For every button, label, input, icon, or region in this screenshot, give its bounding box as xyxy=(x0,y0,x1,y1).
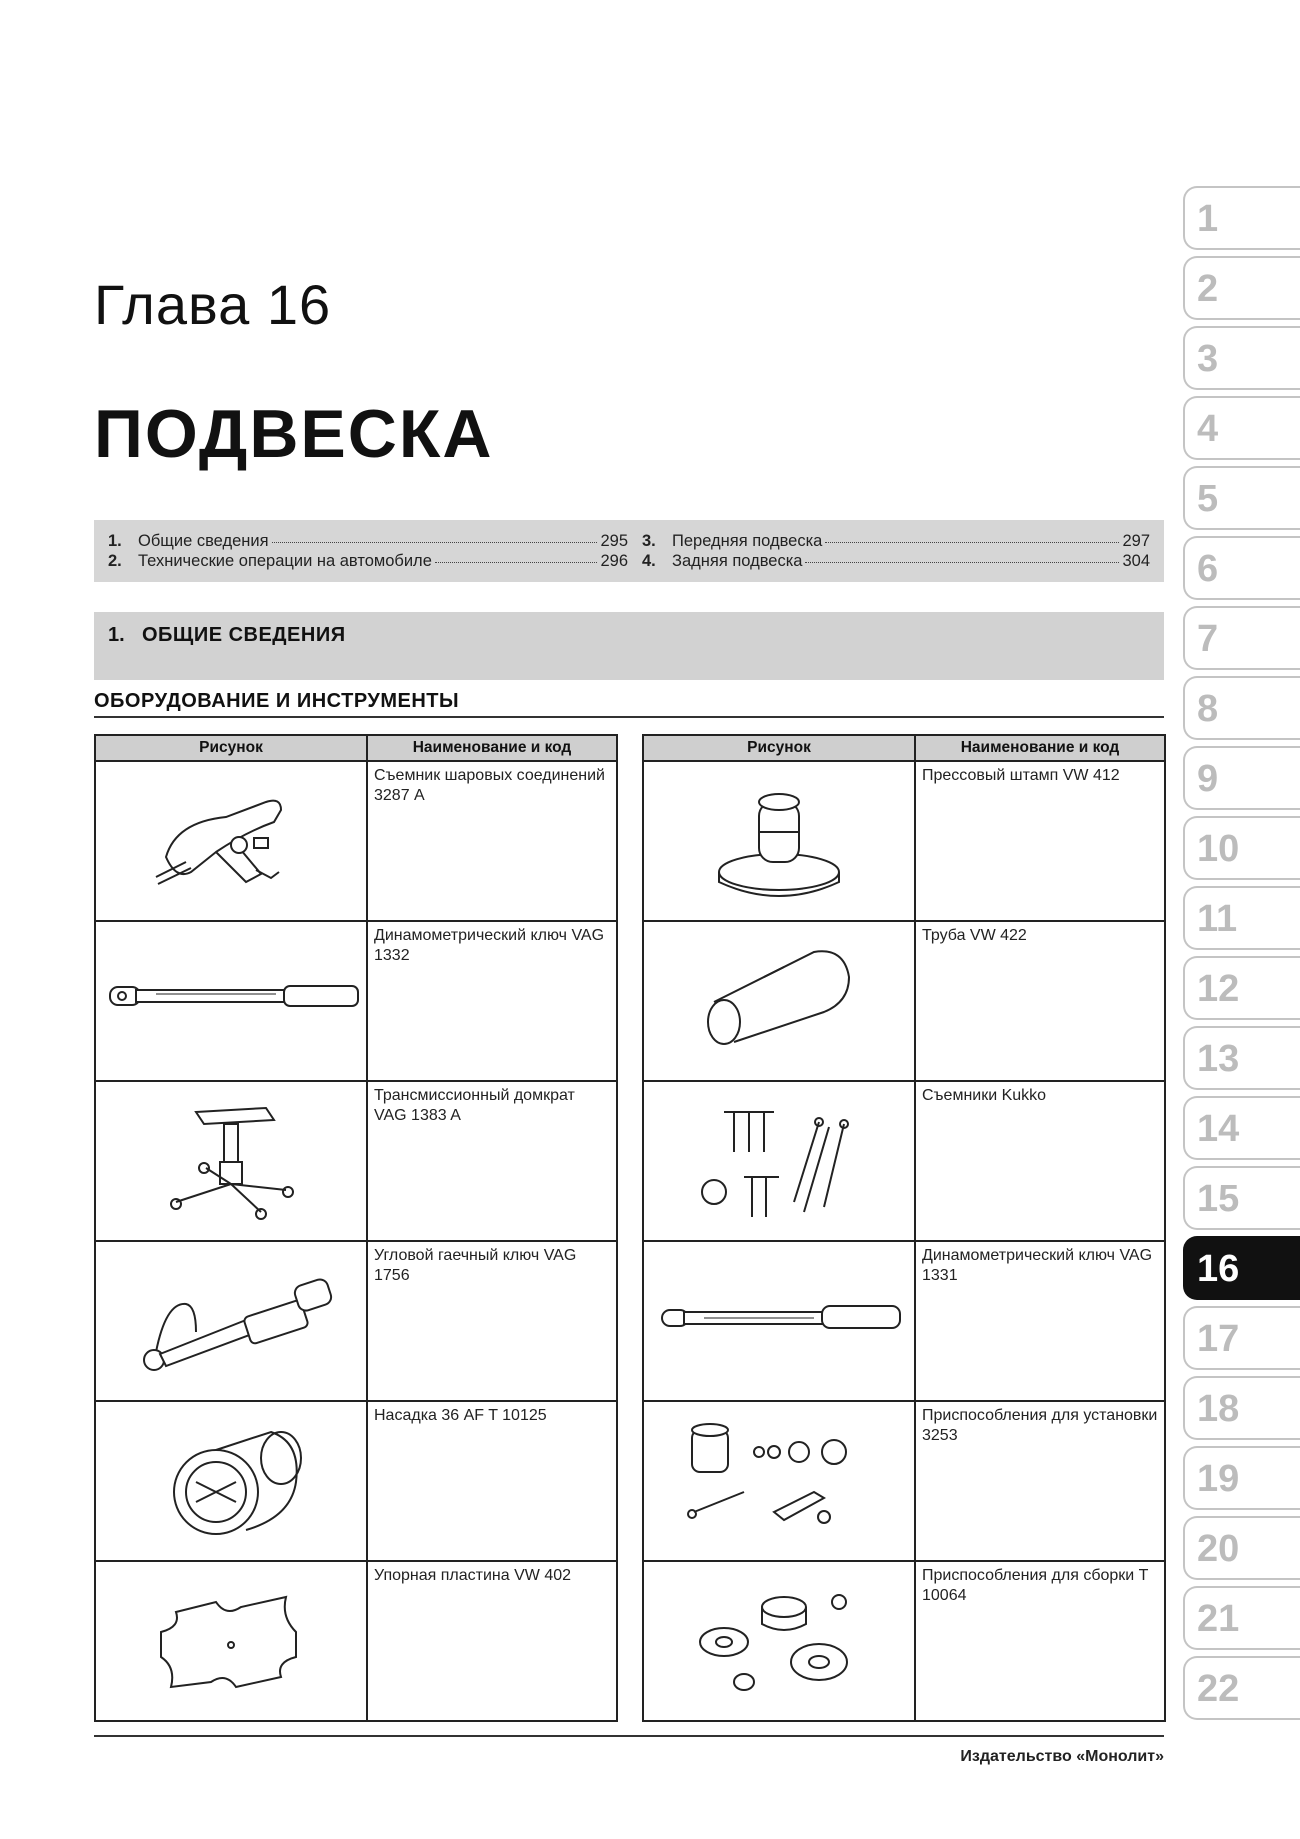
tool-picture xyxy=(95,921,367,1081)
column-header-name: Наименование и код xyxy=(915,735,1165,761)
pipe-icon xyxy=(644,922,914,1072)
toc-item[interactable] xyxy=(642,532,1150,551)
divider xyxy=(94,716,1164,718)
tab-label: 10 xyxy=(1197,828,1240,870)
tool-name: Труба VW 422 xyxy=(915,921,1165,1081)
table-row xyxy=(643,1561,1165,1721)
subheading: ОБОРУДОВАНИЕ И ИНСТРУМЕНТЫ xyxy=(94,690,460,712)
tool-picture xyxy=(95,761,367,921)
tool-picture xyxy=(95,1081,367,1241)
tab-label: 1 xyxy=(1197,198,1219,240)
tab-chapter-18[interactable] xyxy=(1183,1376,1300,1440)
tab-label: 6 xyxy=(1197,548,1219,590)
tab-label: 8 xyxy=(1197,688,1219,730)
tab-chapter-12[interactable] xyxy=(1183,956,1300,1020)
section-title: ОБЩИЕ СВЕДЕНИЯ xyxy=(142,624,346,646)
toc-item[interactable] xyxy=(642,552,1150,571)
table-row xyxy=(95,921,617,1081)
transmission-jack-icon xyxy=(96,1082,366,1232)
tab-label: 15 xyxy=(1197,1178,1240,1220)
section-header xyxy=(94,612,1164,680)
toc-item-number: 3. xyxy=(642,532,656,550)
press-die-icon xyxy=(644,762,914,912)
tab-chapter-10[interactable] xyxy=(1183,816,1300,880)
tab-chapter-11[interactable] xyxy=(1183,886,1300,950)
tab-label: 3 xyxy=(1197,338,1219,380)
toc-leader xyxy=(435,562,598,563)
toc-item-number: 2. xyxy=(108,552,122,570)
tools-table-left xyxy=(94,734,618,1722)
toc-item-title: Технические операции на автомобиле xyxy=(138,552,432,570)
tab-chapter-6[interactable] xyxy=(1183,536,1300,600)
tab-chapter-8[interactable] xyxy=(1183,676,1300,740)
tab-label: 11 xyxy=(1197,898,1238,940)
tool-picture xyxy=(95,1241,367,1401)
chapter-title: ПОДВЕСКА xyxy=(94,396,494,472)
tab-label: 2 xyxy=(1197,268,1219,310)
tab-label: 16 xyxy=(1197,1248,1240,1290)
chapter-label: Глава 16 xyxy=(94,273,332,336)
tool-name: Трансмиссионный домкрат VAG 1383 A xyxy=(367,1081,617,1241)
tab-label: 20 xyxy=(1197,1528,1240,1570)
toc-leader xyxy=(272,542,598,543)
section-number: 1. xyxy=(108,624,125,646)
tab-chapter-5[interactable] xyxy=(1183,466,1300,530)
toc-leader xyxy=(805,562,1119,563)
publisher: Издательство «Монолит» xyxy=(960,1748,1164,1765)
tool-picture xyxy=(643,1561,915,1721)
tools-table-right xyxy=(642,734,1166,1722)
table-of-contents xyxy=(94,520,1164,582)
table-row xyxy=(643,921,1165,1081)
tab-chapter-21[interactable] xyxy=(1183,1586,1300,1650)
tool-name: Динамометрический ключ VAG 1332 xyxy=(367,921,617,1081)
table-row xyxy=(95,1241,617,1401)
footer-divider xyxy=(94,1735,1164,1737)
toc-item-page: 304 xyxy=(1122,552,1150,570)
toc-item-number: 4. xyxy=(642,552,656,570)
angle-wrench-icon xyxy=(96,1242,366,1392)
tab-label: 9 xyxy=(1197,758,1219,800)
install-tools-icon xyxy=(644,1402,914,1552)
tab-label: 13 xyxy=(1197,1038,1240,1080)
tool-picture xyxy=(643,1241,915,1401)
column-header-picture: Рисунок xyxy=(95,735,367,761)
tab-chapter-15[interactable] xyxy=(1183,1166,1300,1230)
tab-chapter-17[interactable] xyxy=(1183,1306,1300,1370)
toc-item-title: Задняя подвеска xyxy=(672,552,803,570)
tool-picture xyxy=(643,921,915,1081)
table-row xyxy=(95,761,617,921)
socket-icon xyxy=(96,1402,366,1552)
toc-item-page: 297 xyxy=(1122,532,1150,550)
toc-item[interactable] xyxy=(108,552,628,571)
tab-label: 7 xyxy=(1197,618,1219,660)
tab-label: 12 xyxy=(1197,968,1240,1010)
tab-chapter-16[interactable] xyxy=(1183,1236,1300,1300)
tab-chapter-7[interactable] xyxy=(1183,606,1300,670)
ball-joint-puller-icon xyxy=(96,762,366,912)
table-row xyxy=(95,1081,617,1241)
toc-item-page: 296 xyxy=(600,552,628,570)
kukko-pullers-icon xyxy=(644,1082,914,1232)
tool-name: Упорная пластина VW 402 xyxy=(367,1561,617,1721)
toc-item-title: Передняя подвеска xyxy=(672,532,823,550)
tab-label: 5 xyxy=(1197,478,1219,520)
table-row xyxy=(643,1081,1165,1241)
column-header-picture: Рисунок xyxy=(643,735,915,761)
assembly-tools-icon xyxy=(644,1562,914,1712)
table-row xyxy=(95,1401,617,1561)
tool-picture xyxy=(95,1561,367,1721)
tool-picture xyxy=(643,1401,915,1561)
table-row xyxy=(643,1401,1165,1561)
tab-label: 22 xyxy=(1197,1668,1240,1710)
tool-name: Съемник шаровых соединений 3287 A xyxy=(367,761,617,921)
tab-chapter-19[interactable] xyxy=(1183,1446,1300,1510)
toc-item-title: Общие сведения xyxy=(138,532,269,550)
tool-name: Динамометрический ключ VAG 1331 xyxy=(915,1241,1165,1401)
tab-chapter-14[interactable] xyxy=(1183,1096,1300,1160)
torque-wrench-icon xyxy=(96,922,366,1072)
tab-chapter-3[interactable] xyxy=(1183,326,1300,390)
tab-label: 17 xyxy=(1197,1318,1240,1360)
toc-item[interactable] xyxy=(108,532,628,551)
tool-picture xyxy=(95,1401,367,1561)
tab-label: 18 xyxy=(1197,1388,1240,1430)
column-header-name: Наименование и код xyxy=(367,735,617,761)
tab-label: 21 xyxy=(1197,1598,1240,1640)
tool-picture xyxy=(643,1081,915,1241)
toc-item-number: 1. xyxy=(108,532,122,550)
tool-name: Съемники Kukko xyxy=(915,1081,1165,1241)
tab-chapter-9[interactable] xyxy=(1183,746,1300,810)
tool-name: Насадка 36 AF T 10125 xyxy=(367,1401,617,1561)
tab-label: 4 xyxy=(1197,408,1219,450)
tab-chapter-20[interactable] xyxy=(1183,1516,1300,1580)
tool-picture xyxy=(643,761,915,921)
torque-wrench-icon xyxy=(644,1242,914,1392)
table-row xyxy=(95,1561,617,1721)
tab-label: 14 xyxy=(1197,1108,1240,1150)
tab-chapter-2[interactable] xyxy=(1183,256,1300,320)
tool-name: Приспособления для сборки T 10064 xyxy=(915,1561,1165,1721)
tab-chapter-13[interactable] xyxy=(1183,1026,1300,1090)
thrust-plate-icon xyxy=(96,1562,366,1712)
tab-label: 19 xyxy=(1197,1458,1240,1500)
tool-name: Приспособления для установки 3253 xyxy=(915,1401,1165,1561)
table-row xyxy=(643,1241,1165,1401)
tab-chapter-22[interactable] xyxy=(1183,1656,1300,1720)
tool-name: Прессовый штамп VW 412 xyxy=(915,761,1165,921)
tool-name: Угловой гаечный ключ VAG 1756 xyxy=(367,1241,617,1401)
tab-chapter-1[interactable] xyxy=(1183,186,1300,250)
table-row xyxy=(643,761,1165,921)
toc-leader xyxy=(825,542,1119,543)
tab-chapter-4[interactable] xyxy=(1183,396,1300,460)
toc-item-page: 295 xyxy=(600,532,628,550)
